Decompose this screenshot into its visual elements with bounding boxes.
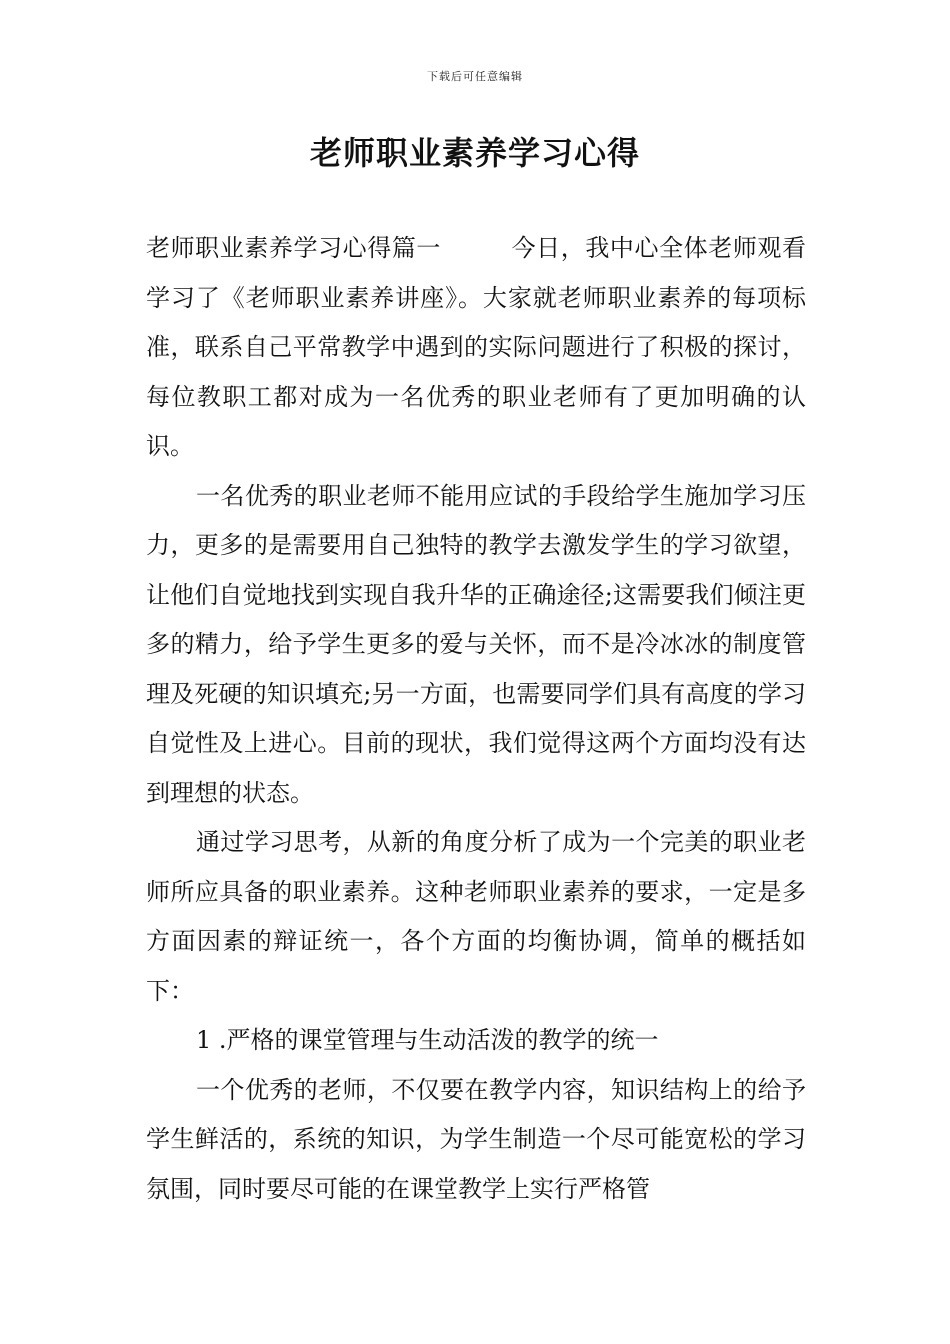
header-note: 下载后可任意编辑 [427,70,523,83]
body-paragraph-3: 一个优秀的老师，不仅要在教学内容，知识结构上的给予学生鲜活的，系统的知识，为学生制造一个尽可能宽松的学习氛围，同时要尽可能的在课堂教学上实行严格管 [146,1075,806,1203]
document-title: 老师职业素养学习心得 [309,134,640,172]
numbered-heading-1: 1 .严格的课堂管理与生动活泼的教学的统一 [196,1026,659,1054]
body-paragraph-1: 一名优秀的职业老师不能用应试的手段给学生施加学习压力，更多的是需要用自己独特的教学去激发学生的学习欲望，让他们自觉地找到实现自我升华的正确途径;这需要我们倾注更多的精力，给予学生更多的爱与关怀，而不是冷冰冰的制度管理及死硬的知识填充;另一方面，也需要同学们具有高度的学习自觉性及上进心。目前的现状，我们觉得这两个方面均没有达到理想的状态。 [146,481,806,807]
body-paragraph-2: 通过学习思考，从新的角度分析了成为一个完美的职业老师所应具备的职业素养。这种老师职业素养的要求，一定是多方面因素的辩证统一，各个方面的均衡协调，简单的概括如下： [146,828,806,1005]
intro-text: 今日，我中心全体老师观看学习了《老师职业素养讲座》。大家就老师职业素养的每项标准，联系自己平常教学中遇到的实际问题进行了积极的探讨，每位教职工都对成为一名优秀的职业老师有了更加明确的认识。 [146,234,806,460]
intro-lead: 老师职业素养学习心得篇一 [146,234,441,262]
intro-paragraph [146,224,806,472]
document-body [146,224,806,1214]
